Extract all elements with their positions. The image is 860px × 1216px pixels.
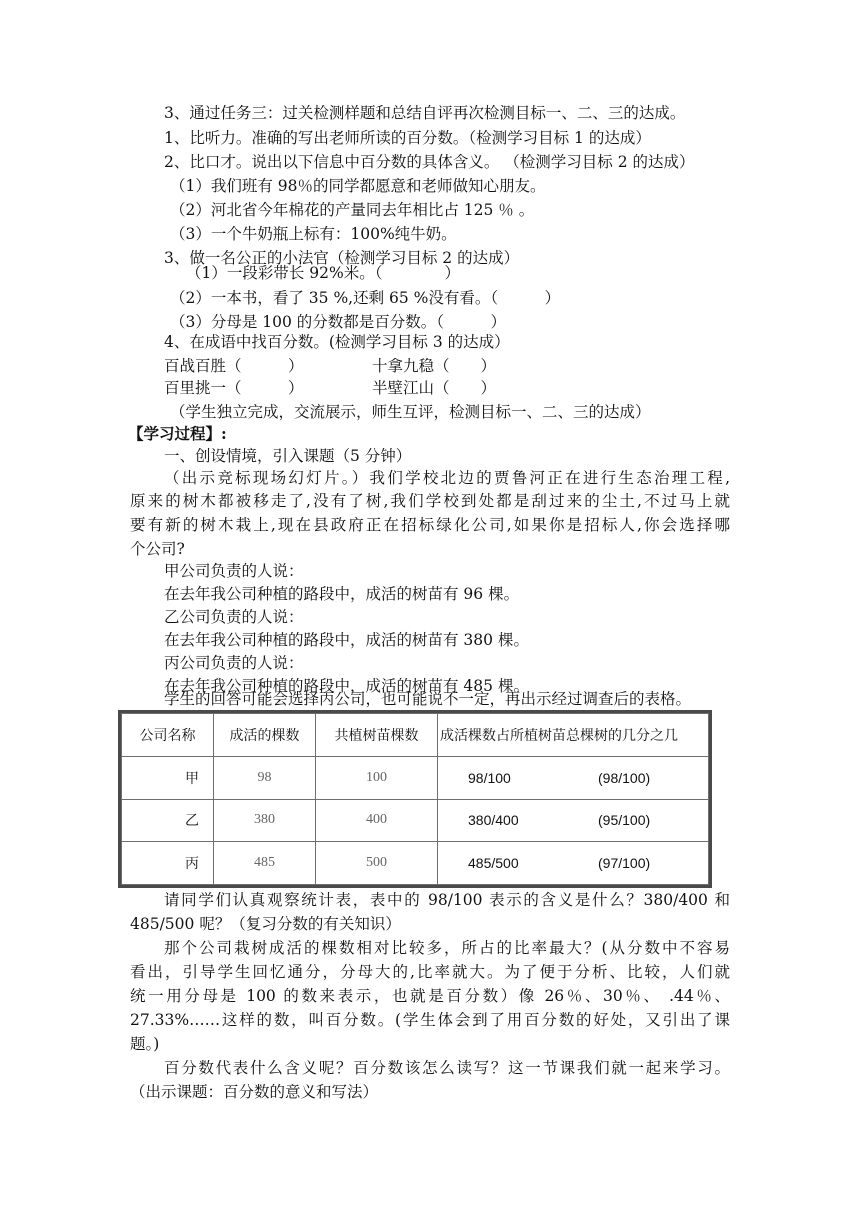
paragraph-3-line-4: 27.33%……这样的数，叫百分数。(学生体会到了用百分数的好处，又引出了课 xyxy=(130,1011,730,1029)
student-note: （学生独立完成，交流展示，师生互评，检测目标一、二、三的达成） xyxy=(170,403,651,421)
company-a-speaker: 甲公司负责的人说： xyxy=(164,562,304,580)
fraction-hundred: (98/100) xyxy=(598,769,651,786)
header-company: 公司名称 xyxy=(122,714,214,757)
paragraph-4-line-1: 百分数代表什么含义呢？百分数该怎么读写？这一节课我们就一起来学习。 xyxy=(164,1059,730,1077)
fraction-cell xyxy=(438,842,709,885)
company-name-cell: 乙 xyxy=(122,799,214,842)
speaking-sub-1: （1）我们班有 98％的同学都愿意和老师做知心朋友。 xyxy=(170,177,546,195)
section-heading: 【学习过程】: xyxy=(128,424,227,443)
table-row xyxy=(122,799,709,842)
paragraph-1-line-4: 个公司? xyxy=(130,540,185,558)
table-row xyxy=(122,842,709,885)
idiom-item: 4、在成语中找百分数。(检测学习目标 3 的达成） xyxy=(164,333,510,351)
idiom-a1: 百战百胜（ ） xyxy=(164,357,304,375)
paragraph-3-line-3: 统一用分母是 100 的数来表示，也就是百分数）像 26％、30％、 .44％、 xyxy=(130,987,730,1005)
header-total: 共植树苗棵数 xyxy=(316,714,438,757)
table-intro: 学生的回答可能会选择丙公司，也可能说不一定，再出示经过调查后的表格。 xyxy=(164,690,692,708)
paragraph-1-line-2: 原来的树木都被移走了,没有了树,我们学校到处都是刮过来的尘土,不过马上就 xyxy=(130,492,730,510)
speaking-item: 2、比口才。说出以下信息中百分数的具体含义。 （检测学习目标 2 的达成） xyxy=(164,153,695,171)
task-three-line: 3、通过任务三：过关检测样题和总结自评再次检测目标一、二、三的达成。 xyxy=(164,104,686,122)
paragraph-3-line-5: 题。) xyxy=(130,1035,160,1053)
fraction-cell xyxy=(438,756,709,799)
company-c-speaker: 丙公司负责的人说： xyxy=(164,654,304,672)
alive-cell: 485 xyxy=(214,842,316,885)
paragraph-1-line-1: （出示竞标现场幻灯片。）我们学校北边的贾鲁河正在进行生态治理工程, xyxy=(164,469,730,487)
idiom-a2: 百里挑一（ ） xyxy=(164,379,304,397)
listening-item: 1、比听力。准确的写出老师所读的百分数。（检测学习目标 1 的达成） xyxy=(164,129,651,147)
total-cell: 400 xyxy=(316,799,438,842)
fraction-cell xyxy=(438,799,709,842)
company-name-cell: 甲 xyxy=(122,756,214,799)
total-cell: 500 xyxy=(316,842,438,885)
fraction-hundred: (95/100) xyxy=(598,812,651,829)
paragraph-3-line-2: 看出，引导学生回忆通分，分母大的,比率就大。为了便于分析、比较，人们就 xyxy=(130,963,730,981)
company-b-speaker: 乙公司负责的人说： xyxy=(164,608,304,626)
total-cell: 100 xyxy=(316,756,438,799)
judge-item: 3、做一名公正的小法官（检测学习目标 2 的达成） xyxy=(164,249,520,267)
paragraph-2-line-1: 请同学们认真观察统计表，表中的 98/100 表示的含义是什么？380/400 和 xyxy=(164,891,730,909)
fraction-value: 380/400 xyxy=(468,812,519,829)
speaking-sub-2: （2）河北省今年棉花的产量同去年相比占 125 ％ 。 xyxy=(170,201,535,219)
judge-sub-3: （3）分母是 100 的分数都是百分数。（ ） xyxy=(170,313,507,331)
header-alive: 成活的棵数 xyxy=(214,714,316,757)
table-header-row xyxy=(122,714,709,757)
company-name-cell: 丙 xyxy=(122,842,214,885)
survey-table xyxy=(118,710,712,888)
header-fraction: 成活棵数占所植树苗总棵树的几分之几 xyxy=(438,714,709,757)
fraction-value: 485/500 xyxy=(468,855,519,872)
paragraph-3-line-1: 那个公司栽树成活的棵数相对比较多，所占的比率最大？(从分数中不容易 xyxy=(164,939,730,957)
alive-cell: 380 xyxy=(214,799,316,842)
step-one-heading: 一、创设情境，引入课题（5 分钟） xyxy=(164,447,412,465)
fraction-value: 98/100 xyxy=(468,769,511,786)
paragraph-4-line-2: （出示课题：百分数的意义和写法） xyxy=(130,1083,379,1101)
speaking-sub-3: （3）一个牛奶瓶上标有：100%纯牛奶。 xyxy=(170,225,457,243)
idiom-b1: 十拿九稳（ ） xyxy=(372,357,497,375)
company-a-statement: 在去年我公司种植的路段中，成活的树苗有 96 棵。 xyxy=(164,585,520,603)
idiom-b2: 半壁江山（ ） xyxy=(372,379,497,397)
judge-sub-1: （1）一段彩带长 92%米。（ ） xyxy=(186,264,460,282)
table-row xyxy=(122,756,709,799)
company-c-statement: 在去年我公司种植的路段中，成活的树苗有 485 棵。 xyxy=(164,677,529,695)
company-b-statement: 在去年我公司种植的路段中，成活的树苗有 380 棵。 xyxy=(164,631,529,649)
judge-sub-2: （2）一本书，看了 35 %,还剩 65 %没有看。（ ） xyxy=(170,289,561,307)
fraction-hundred: (97/100) xyxy=(598,855,651,872)
paragraph-2-line-2: 485/500 呢？（复习分数的有关知识） xyxy=(130,915,401,933)
alive-cell: 98 xyxy=(214,756,316,799)
paragraph-1-line-3: 要有新的树木栽上,现在县政府正在招标绿化公司,如果你是招标人,你会选择哪 xyxy=(130,516,730,534)
